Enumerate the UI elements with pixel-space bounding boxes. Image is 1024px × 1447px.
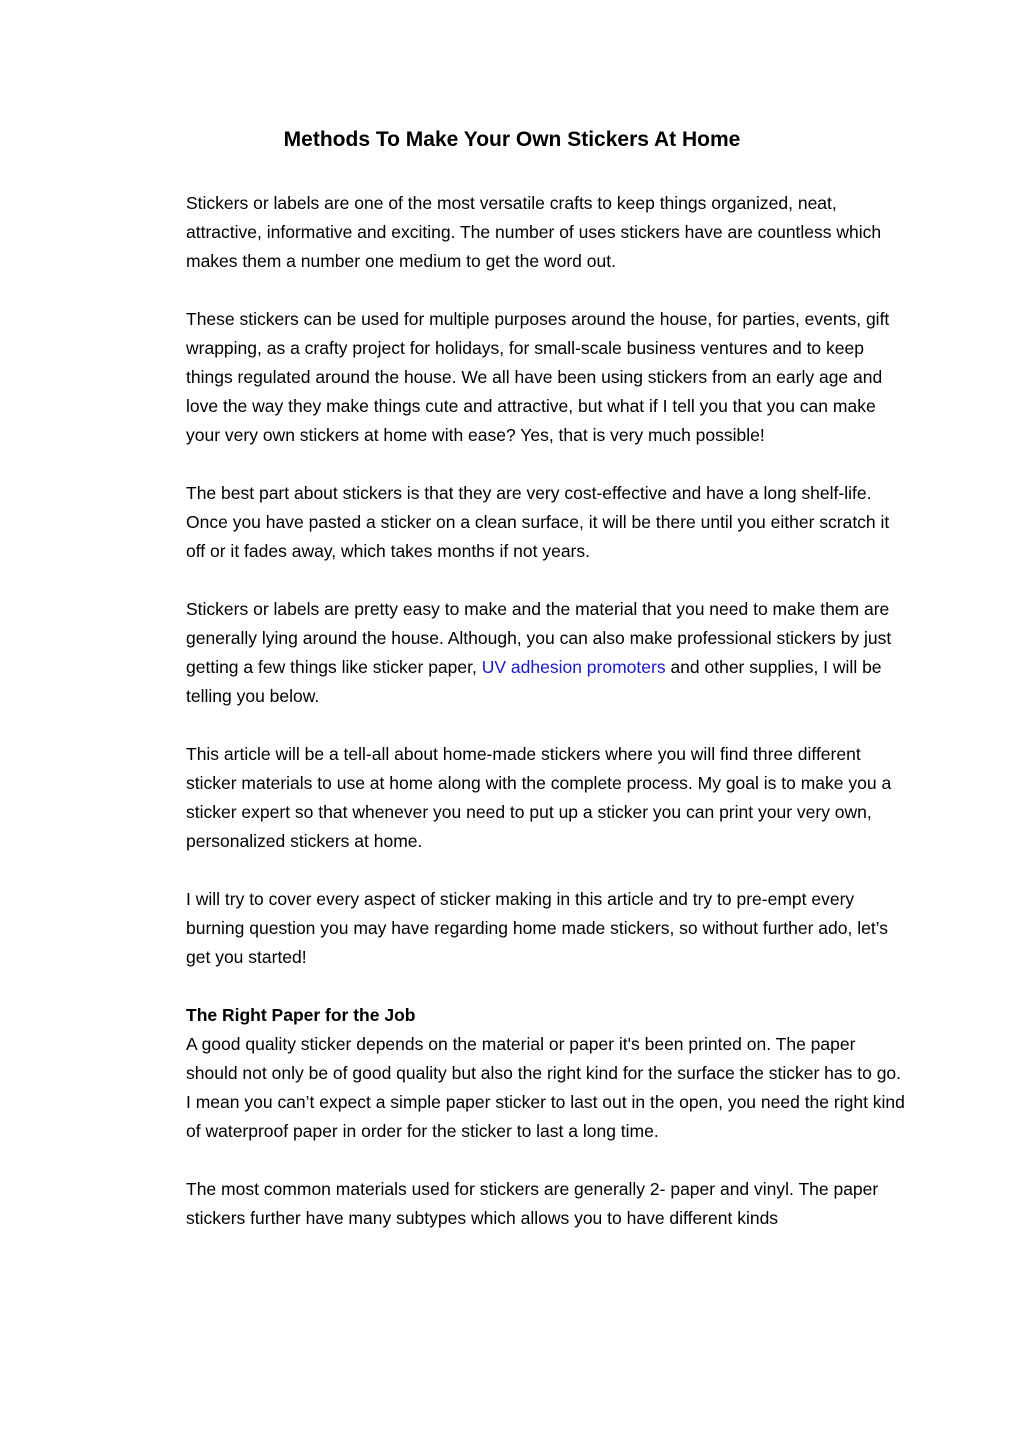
- paragraph-good-quality: A good quality sticker depends on the material or paper it's been printed on. The paper should not only be of good quality but also the right kind for the surface the sticker has to go. I mean you can’t expect a simple paper sticker to last out in the open, you need the right kind of waterproof paper in order for the sticker to last a long time.: [186, 1034, 905, 1141]
- paragraph-cover-aspects: I will try to cover every aspect of sticker making in this article and try to pre-empt every burning question you may have regarding home made stickers, so without further ado, let’s get you started!: [186, 889, 889, 967]
- section-right-paper: [186, 1001, 906, 1146]
- document-title: Methods To Make Your Own Stickers At Home: [283, 128, 741, 151]
- paragraph-text: and other supplies, I will be telling you below.: [186, 657, 882, 706]
- paragraph-common-materials: The most common materials used for stickers are generally 2- paper and vinyl. The paper stickers further have many subtypes which allows you to have different kinds: [186, 1179, 879, 1228]
- paragraph-cost-effective: The best part about stickers is that they are very cost-effective and have a long shelf-life. Once you have pasted a sticker on a clean surface, it will be there until you either scratch it off or it fades away, which takes months if not years.: [186, 483, 890, 561]
- paragraph-text: Stickers or labels are pretty easy to make and the material that you need to make them are generally lying around the house. Although, you can also make professional stickers by just getting a few things like sticker paper,: [186, 599, 892, 677]
- paragraph-easy-to-make: [186, 595, 906, 711]
- paragraph-article-goal: This article will be a tell-all about home-made stickers where you will find three different sticker materials to use at home along with the complete process. My goal is to make you a sticker expert so that whenever you need to put up a sticker you can print your very own, personalized stickers at home.: [186, 744, 892, 851]
- paragraph-intro: Stickers or labels are one of the most versatile crafts to keep things organized, neat, attractive, informative and exciting. The number of uses stickers have are countless which makes them a number one medium to get the word out.: [186, 193, 882, 271]
- section-heading: The Right Paper for the Job: [186, 1005, 416, 1025]
- document-body: [186, 125, 906, 1262]
- uv-adhesion-promoters-link[interactable]: UV adhesion promoters: [481, 657, 666, 677]
- paragraph-uses: These stickers can be used for multiple purposes around the house, for parties, events, gift wrapping, as a crafty project for holidays, for small-scale business ventures and to keep things regulated around the house. We all have been using stickers from an early age and love the way they make things cute and attractive, but what if I tell you that you can make your very own stickers at home with ease? Yes, that is very much possible!: [186, 309, 890, 445]
